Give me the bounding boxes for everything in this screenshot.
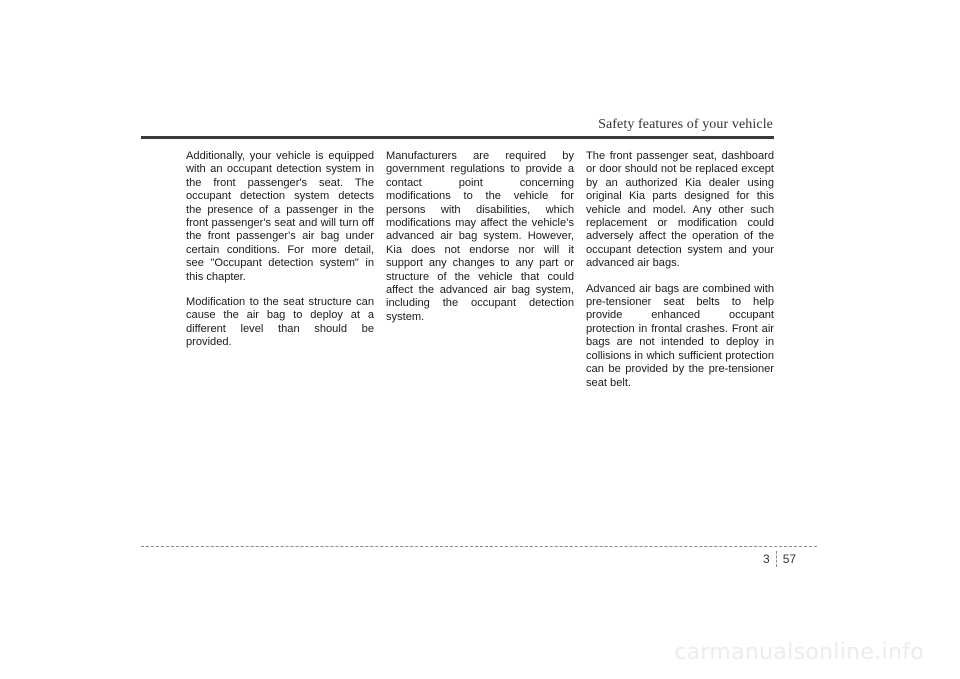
page-number-value: 57 <box>782 552 797 566</box>
footer-rule <box>141 546 817 547</box>
paragraph: Modification to the seat structure can cause the air bag to deploy at a different level than should be provided. <box>186 296 374 349</box>
watermark: carmanualsonline.info <box>674 640 924 665</box>
text-column-1 <box>186 150 374 362</box>
paragraph: Advanced air bags are combined with pre-tensioner seat belts to help provide enhanced occupant protection in frontal crashes. Front air bags are not intended to deploy in collisions in which sufficient protection can be provided by the pre-tensioner seat belt. <box>586 282 774 389</box>
paragraph: Additionally, your vehicle is equipped with an occupant detection system in the front passenger's seat. The occupant detection system detects the presence of a passenger in the front passenger's seat and will turn off the front passenger's air bag under certain conditions. For more detail, see "Occupant detection system" in this chapter. <box>186 150 374 283</box>
header-rule <box>141 136 774 139</box>
section-title: Safety features of your vehicle <box>598 117 773 132</box>
page-number <box>763 551 796 567</box>
text-column-2 <box>386 150 574 336</box>
paragraph: The front passenger seat, dashboard or door should not be replaced except by an authorized Kia dealer using original Kia parts designed for this vehicle and model. Any other such replacement or modification could adversely affect the operation of the occupant detection system and your advanced air bags. <box>586 150 774 270</box>
text-column-3 <box>586 150 774 402</box>
chapter-number: 3 <box>763 552 770 566</box>
paragraph: Manufacturers are required by government regulations to provide a contact point concerning modifications to the vehicle for persons with disabilities, which modifications may affect the vehicle’s advanced air bag system. However, Kia does not endorse nor will it support any changes to any part or structure of the vehicle that could affect the advanced air bag system, including the occupant detection system. <box>386 150 574 323</box>
page-number-separator <box>776 551 777 567</box>
